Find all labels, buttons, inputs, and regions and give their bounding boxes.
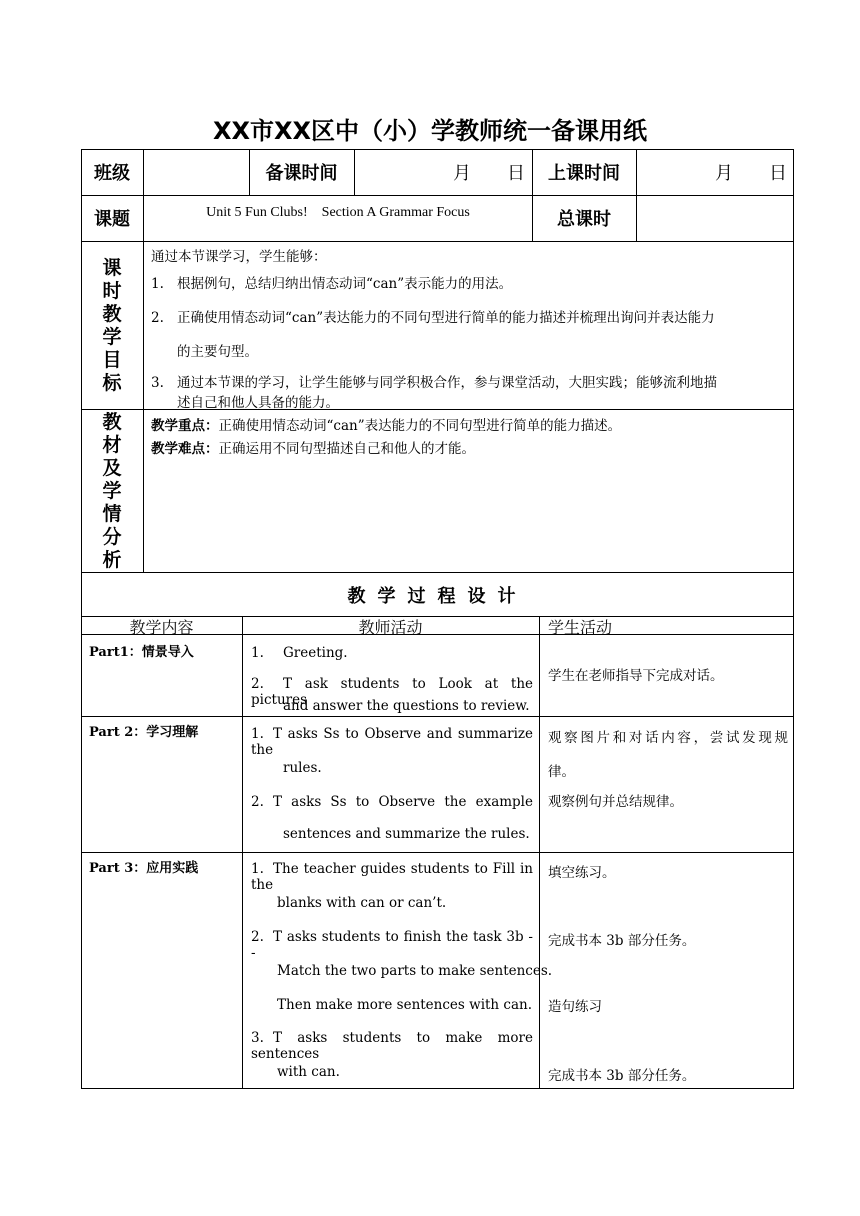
key-point-label: 教学重点： <box>151 418 219 434</box>
difficulty-text: 正确运用不同句型描述自己和他人的才能。 <box>218 441 475 457</box>
analysis-label-char: 学 <box>102 479 122 502</box>
activity-num: 2. <box>251 794 264 810</box>
part-name: Part 2：学习理解 <box>89 725 199 740</box>
row-divider <box>81 716 794 717</box>
teaching-difficulty <box>151 437 475 457</box>
difficulty-label: 教学难点： <box>151 441 219 457</box>
activity-text: T asks students to make more sentences <box>251 1030 533 1062</box>
analysis-label-char: 情 <box>102 502 122 525</box>
activity-text-cont: sentences and summarize the rules. <box>283 826 530 842</box>
objective-text-cont: 述自己和他人具备的能力。 <box>177 395 339 411</box>
part-name: Part1：情景导入 <box>89 645 194 660</box>
objective-item <box>151 272 512 292</box>
objective-text: 通过本节课的学习，让学生能够与同学积极合作，参与课堂活动，大胆实践；能够流利地描 <box>177 375 717 391</box>
col-divider <box>242 616 243 1089</box>
activity-num: 3. <box>251 1030 264 1046</box>
activity-text-cont: Match the two parts to make sentences. <box>277 963 553 979</box>
analysis-label-char: 及 <box>102 456 122 479</box>
col-header-teacher: 教师活动 <box>358 618 423 637</box>
teacher-activity <box>251 726 533 758</box>
objective-num: 1. <box>151 276 164 292</box>
student-activity: 观察例句并总结规律。 <box>548 794 683 810</box>
objective-text-cont: 的主要句型。 <box>177 344 258 360</box>
objective-num: 3. <box>151 375 164 391</box>
student-activity: 完成书本 3b 部分任务。 <box>548 1068 696 1084</box>
teacher-activity <box>251 794 533 810</box>
col-divider <box>539 616 540 1089</box>
student-activity: 完成书本 3b 部分任务。 <box>548 933 696 949</box>
class-value[interactable] <box>144 149 249 195</box>
row-divider <box>81 852 794 853</box>
topic-value[interactable]: Unit 5 Fun Clubs! Section A Grammar Focus <box>206 205 470 220</box>
total-hours-value[interactable] <box>637 195 793 241</box>
prep-time-value[interactable]: 月 日 <box>453 163 525 184</box>
prep-time-label: 备课时间 <box>265 163 338 184</box>
analysis-label <box>81 410 143 572</box>
activity-text-cont: Then make more sentences with can. <box>277 997 533 1013</box>
objective-text: 根据例句，总结归纳出情态动词“can”表示能力的用法。 <box>177 276 513 292</box>
teacher-activity <box>251 861 533 893</box>
objectives-label-char: 教 <box>102 302 122 325</box>
activity-num: 2. <box>251 676 264 692</box>
teaching-key-point <box>151 414 621 434</box>
activity-num: 1. <box>251 726 264 742</box>
activity-text: The teacher guides students to Fill in the <box>251 861 533 893</box>
teacher-activity <box>251 645 348 661</box>
student-activity: 观察图片和对话内容，尝试发现规 <box>548 730 788 746</box>
page-title: XX市XX区中（小）学教师统一备课用纸 <box>212 117 647 145</box>
activity-text-cont: and answer the questions to review. <box>283 698 530 714</box>
activity-text: Greeting. <box>283 645 348 661</box>
activity-text-cont: with can. <box>277 1064 340 1080</box>
student-activity: 造句练习 <box>548 999 602 1015</box>
analysis-label-char: 析 <box>102 548 122 571</box>
analysis-label-char: 分 <box>102 525 122 548</box>
objectives-label-char: 标 <box>102 371 122 394</box>
teacher-activity <box>251 1030 533 1062</box>
teacher-activity <box>251 929 533 961</box>
objectives-label <box>81 242 143 409</box>
objectives-label-char: 时 <box>102 279 122 302</box>
col-header-student: 学生活动 <box>548 618 613 637</box>
activity-text-cont: blanks with can or can’t. <box>277 895 447 911</box>
objectives-intro: 通过本节课学习，学生能够： <box>151 249 327 265</box>
activity-text: T asks Ss to Observe the example <box>273 794 533 810</box>
part-name: Part 3：应用实践 <box>89 861 199 876</box>
activity-text: T asks students to finish the task 3b -- <box>251 929 533 961</box>
objectives-label-char: 学 <box>102 325 122 348</box>
objective-text: 正确使用情态动词“can”表达能力的不同句型进行简单的能力描述并梳理出询问并表达能力 <box>177 310 715 326</box>
objectives-label-char: 目 <box>102 348 122 371</box>
activity-num: 1. <box>251 861 264 877</box>
process-title: 教学过程设计 <box>347 585 528 607</box>
total-hours-label: 总课时 <box>557 209 611 230</box>
col-header-content: 教学内容 <box>129 618 194 637</box>
objectives-label-char: 课 <box>102 256 122 279</box>
key-point-text: 正确使用情态动词“can”表达能力的不同句型进行简单的能力描述。 <box>218 418 622 434</box>
student-activity: 律。 <box>548 764 575 780</box>
objective-num: 2. <box>151 310 164 326</box>
analysis-label-char: 教 <box>102 410 122 433</box>
activity-text: T asks Ss to Observe and summarize the <box>251 726 533 758</box>
row-divider <box>81 241 794 242</box>
activity-num: 2. <box>251 929 264 945</box>
student-activity: 学生在老师指导下完成对话。 <box>548 668 724 684</box>
activity-text-cont: rules. <box>283 760 322 776</box>
student-activity: 填空练习。 <box>548 865 616 881</box>
class-time-label: 上课时间 <box>548 163 620 184</box>
activity-num: 1. <box>251 645 264 661</box>
class-time-value[interactable]: 月 日 <box>715 163 787 184</box>
analysis-label-char: 材 <box>102 433 122 456</box>
objective-item <box>151 371 787 391</box>
activity-text: T ask students to Look at the pictures <box>251 676 533 708</box>
class-label: 班级 <box>94 163 130 184</box>
topic-label: 课题 <box>94 209 130 230</box>
objective-item <box>151 306 787 326</box>
